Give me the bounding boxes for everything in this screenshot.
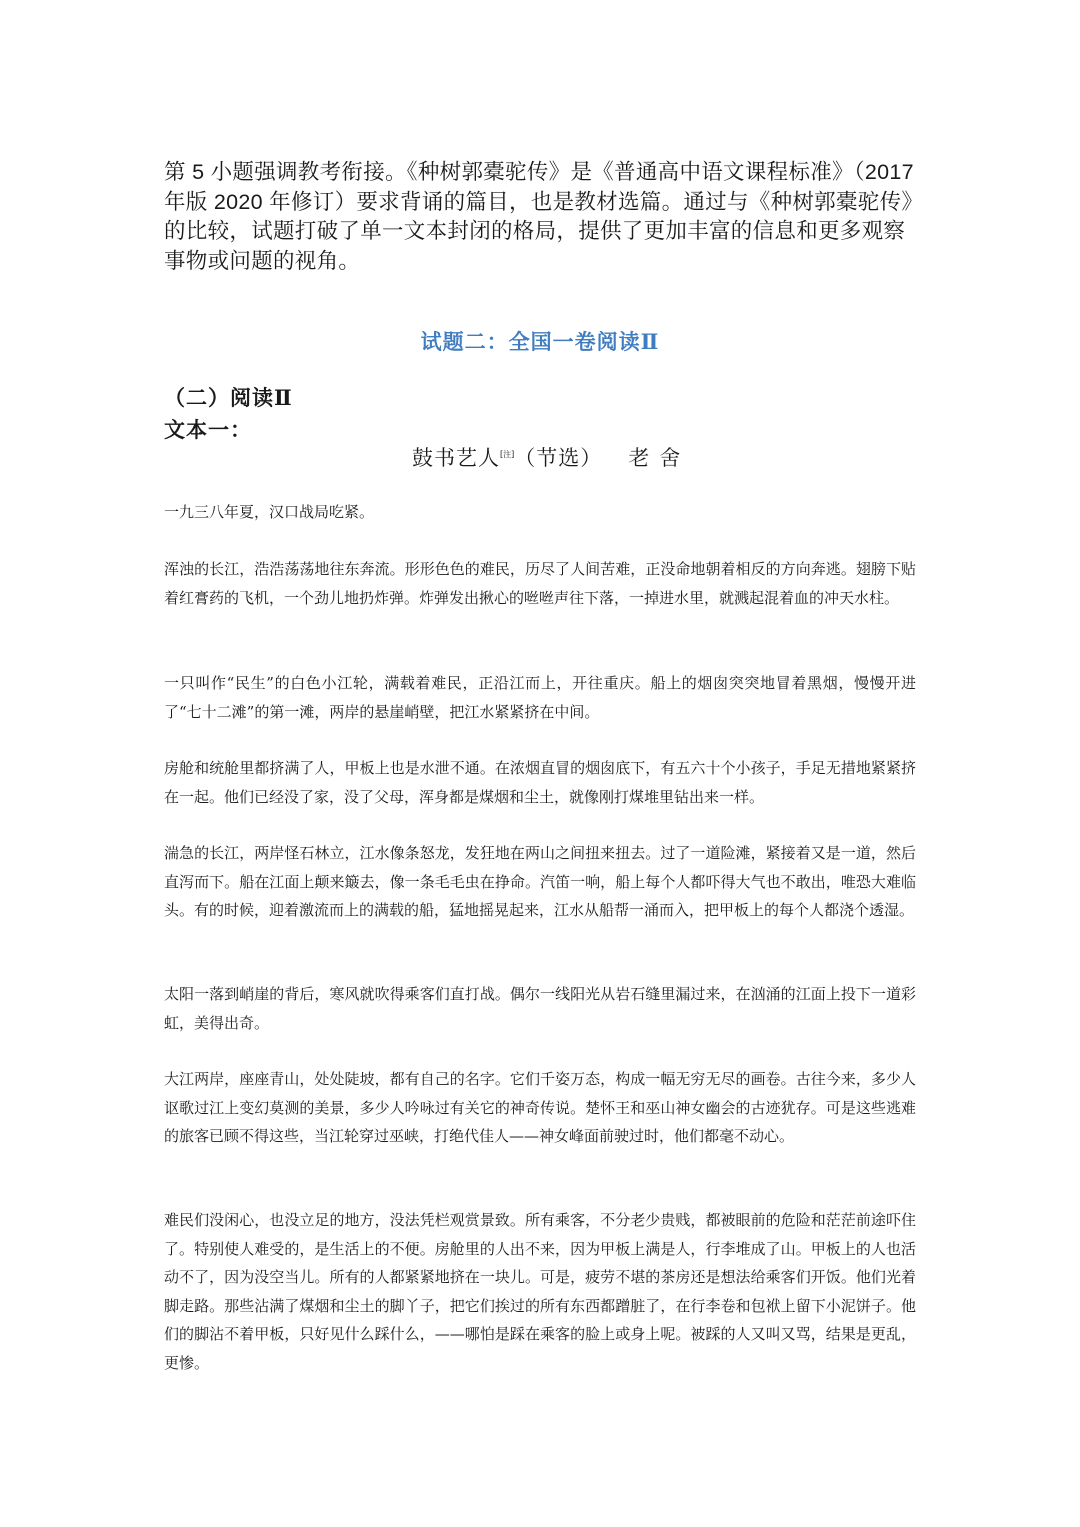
article-excerpt-mark: （节选）: [514, 446, 603, 470]
article-title-line: [412, 442, 690, 472]
article-author: 老舍: [628, 446, 691, 470]
section-heading: 试题二：全国一卷阅读Ⅱ: [420, 329, 660, 354]
body-paragraph: 一九三八年夏，汉口战局吃紧。: [164, 503, 375, 521]
body-paragraph: 太阳一落到峭崖的背后，寒风就吹得乘客们直打战。偶尔一线阳光从岩石缝里漏过来，在汹涌的江面上投下一道彩虹，美得出奇。: [164, 985, 916, 1032]
text-one-label: 文本一：: [164, 417, 252, 442]
article-title: 鼓书艺人: [412, 446, 500, 470]
body-paragraph: 浑浊的长江，浩浩荡荡地往东奔流。形形色色的难民，历尽了人间苦难，正没命地朝着相反的方向奔逃。翅膀下贴着红膏药的飞机，一个劲儿地扔炸弹。炸弹发出揪心的咝咝声往下落，一掉进水里，就溅起混着血的冲天水柱。: [164, 560, 916, 607]
body-paragraph: 房舱和统舱里都挤满了人，甲板上也是水泄不通。在浓烟直冒的烟囱底下，有五六十个小孩子，手足无措地紧紧挤在一起。他们已经没了家，没了父母，浑身都是煤烟和尘土，就像刚打煤堆里钻出来一样。: [164, 759, 916, 806]
body-paragraph: 大江两岸，座座青山，处处陡坡，都有自己的名字。它们千姿万态，构成一幅无穷无尽的画卷。古往今来，多少人讴歌过江上变幻莫测的美景，多少人吟咏过有关它的神奇传说。楚怀王和巫山神女幽会的古迹犹存。可是这些逃难的旅客已顾不得这些，当江轮穿过巫峡，打绝代佳人——神女峰面前驶过时，他们都毫不动心。: [164, 1070, 916, 1145]
body-paragraph: 一只叫作“民生”的白色小江轮，满载着难民，正沿江而上，开往重庆。船上的烟囱突突地冒着黑烟，慢慢开进了“七十二滩”的第一滩，两岸的悬崖峭壁，把江水紧紧挤在中间。: [164, 674, 916, 721]
body-paragraph: 难民们没闲心，也没立足的地方，没法凭栏观赏景致。所有乘客，不分老少贵贱，都被眼前的危险和茫茫前途吓住了。特别使人难受的，是生活上的不便。房舱里的人出不来，因为甲板上满是人，行李堆成了山。甲板上的人也活动不了，因为没空当儿。所有的人都紧紧地挤在一块儿。可是，疲劳不堪的茶房还是想法给乘客们开饭。他们光着脚走路。那些沾满了煤烟和尘土的脚丫子，把它们挨过的所有东西都蹭脏了，在行李卷和包袱上留下小泥饼子。他们的脚沾不着甲板，只好见什么踩什么，——哪怕是踩在乘客的脸上或身上呢。被踩的人又叫又骂，结果是更乱，更惨。: [164, 1211, 916, 1372]
body-paragraph: 湍急的长江，两岸怪石林立，江水像条怒龙，发狂地在两山之间扭来扭去。过了一道险滩，紧接着又是一道，然后直泻而下。船在江面上颠来簸去，像一条毛毛虫在挣命。汽笛一响，船上每个人都吓得大气也不敢出，唯恐大难临头。有的时候，迎着激流而上的满载的船，猛地摇晃起来，江水从船帮一涌而入，把甲板上的每个人都浇个透湿。: [164, 844, 916, 919]
reading-subheading: （二）阅读Ⅱ: [164, 385, 293, 410]
note-marker: [注]: [500, 450, 515, 459]
intro-paragraph: 第 5 小题强调教考衔接。《种树郭橐驼传》是《普通高中语文课程标准》（2017 年版 2020 年修订）要求背诵的篇目，也是教材选篇。通过与《种树郭橐驼传》的比较，试题打破了单一文本封闭的格局，提供了更加丰富的信息和更多观察事物或问题的视角。: [164, 160, 924, 273]
